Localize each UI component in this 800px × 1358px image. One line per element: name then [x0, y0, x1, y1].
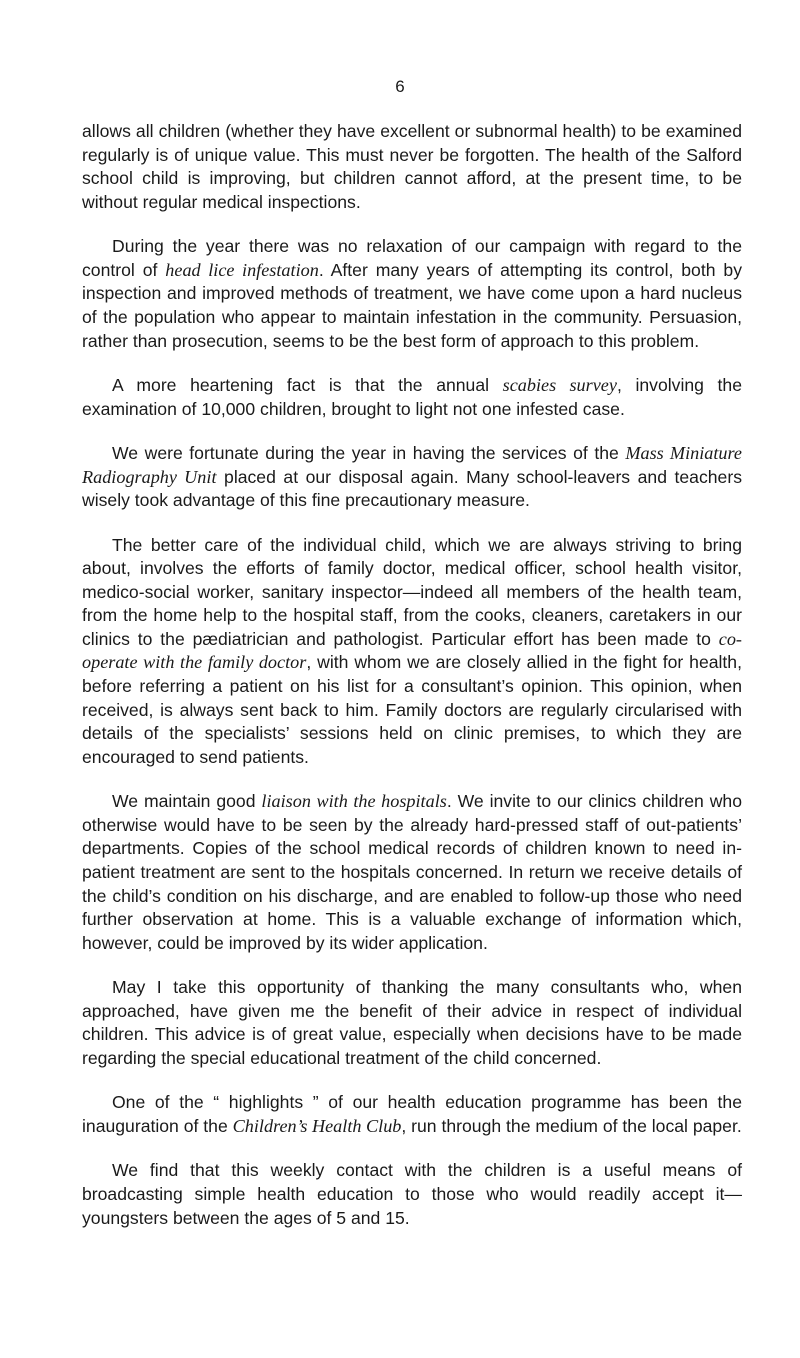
- text-run: , run through the medium of the local paper.: [401, 1115, 742, 1136]
- italic-phrase: liaison with the hospitals: [261, 791, 447, 812]
- text-run: . We invite to our clinics children who otherwise would have to be seen by the already hard-pressed staff of out-patients’ departments. Copies of the school medical records of children known to need in-patient treatment are sent to the hospitals concerned. In return we receive details of the child’s condition on his discharge, and are enabled to follow-up those who need further observation at home. This is a valuable exchange of information which, however, could be improved by its wider application.: [82, 791, 743, 953]
- italic-phrase: head lice infestation: [165, 259, 319, 280]
- text-run: A more heartening fact is that the annual: [112, 374, 503, 395]
- paragraph-9: [82, 1159, 742, 1230]
- text-run: One of the “ highlights ” of our health education programme has been the inauguration of the: [82, 1092, 742, 1136]
- text-run: , involving the examination of 10,000 children, brought to light not one infested case.: [82, 374, 742, 419]
- paragraph-7: [82, 976, 742, 1070]
- italic-phrase: scabies survey: [502, 374, 617, 395]
- text-run: placed at our disposal again. Many school-leavers and teachers wisely took advantage of this fine precautionary measure.: [82, 466, 742, 511]
- text-run: . After many years of attempting its control, both by inspection and improved methods of treatment, we have come upon a hard nucleus of the population who appear to maintain infestation in the community. Persuasion, rather than prosecution, seems to be the best form of approach to this problem.: [82, 259, 742, 351]
- text-run: We maintain good: [112, 791, 262, 812]
- text-run: During the year there was no relaxation of our campaign with regard to the control of: [82, 236, 742, 280]
- paragraph-8: [82, 1091, 742, 1138]
- italic-phrase: Children’s Health Club: [232, 1115, 402, 1136]
- text-run: We were fortunate during the year in having the services of the: [112, 442, 626, 463]
- text-run: , with whom we are closely allied in the fight for health, before referring a patient on his list for a consultant’s opinion. This opinion, when received, is always sent back to him. Family doctors are regularly circularised with details of the specialists’ sessions held on clinic premises, to which they are encouraged to send patients.: [82, 652, 742, 767]
- paragraph-5: [82, 534, 742, 770]
- text-run: May I take this opportunity of thanking the many consultants who, when approached, have given me the benefit of their advice in respect of individual children. This advice is of great value, especially when decisions have to be made regarding the special educational treatment of the child concerned.: [82, 977, 742, 1068]
- text-run: We find that this weekly contact with the children is a useful means of broadcasting simple health education to those who would readily accept it— youngsters between the ages of 5 and 15.: [82, 1160, 742, 1228]
- text-run: The better care of the individual child, which we are always striving to bring about, involves the efforts of family doctor, medical officer, school health visitor, medico-social worker, sanitary inspector—indeed all members of the health team, from the home help to the hospital staff, from the cooks, cleaners, caretakers in our clinics to the pædiatrician and pathologist. Particular effort has been made to: [82, 534, 742, 649]
- paragraph-1: [82, 120, 742, 214]
- paragraph-3: [82, 374, 742, 421]
- text-run: allows all children (whether they have excellent or subnormal health) to be examined regularly is of unique value. This must never be forgotten. The health of the Salford school child is improving, but children cannot afford, at the present time, to be without regular medical inspections.: [82, 121, 742, 212]
- paragraph-2: [82, 235, 742, 353]
- page-number: 6: [395, 77, 405, 96]
- italic-phrase: Mass Miniature Radiography Unit: [82, 442, 742, 487]
- italic-phrase: co-operate with the family doctor: [82, 628, 742, 673]
- paragraph-4: [82, 442, 742, 513]
- paragraph-6: [82, 790, 742, 955]
- document-body: [82, 120, 742, 1251]
